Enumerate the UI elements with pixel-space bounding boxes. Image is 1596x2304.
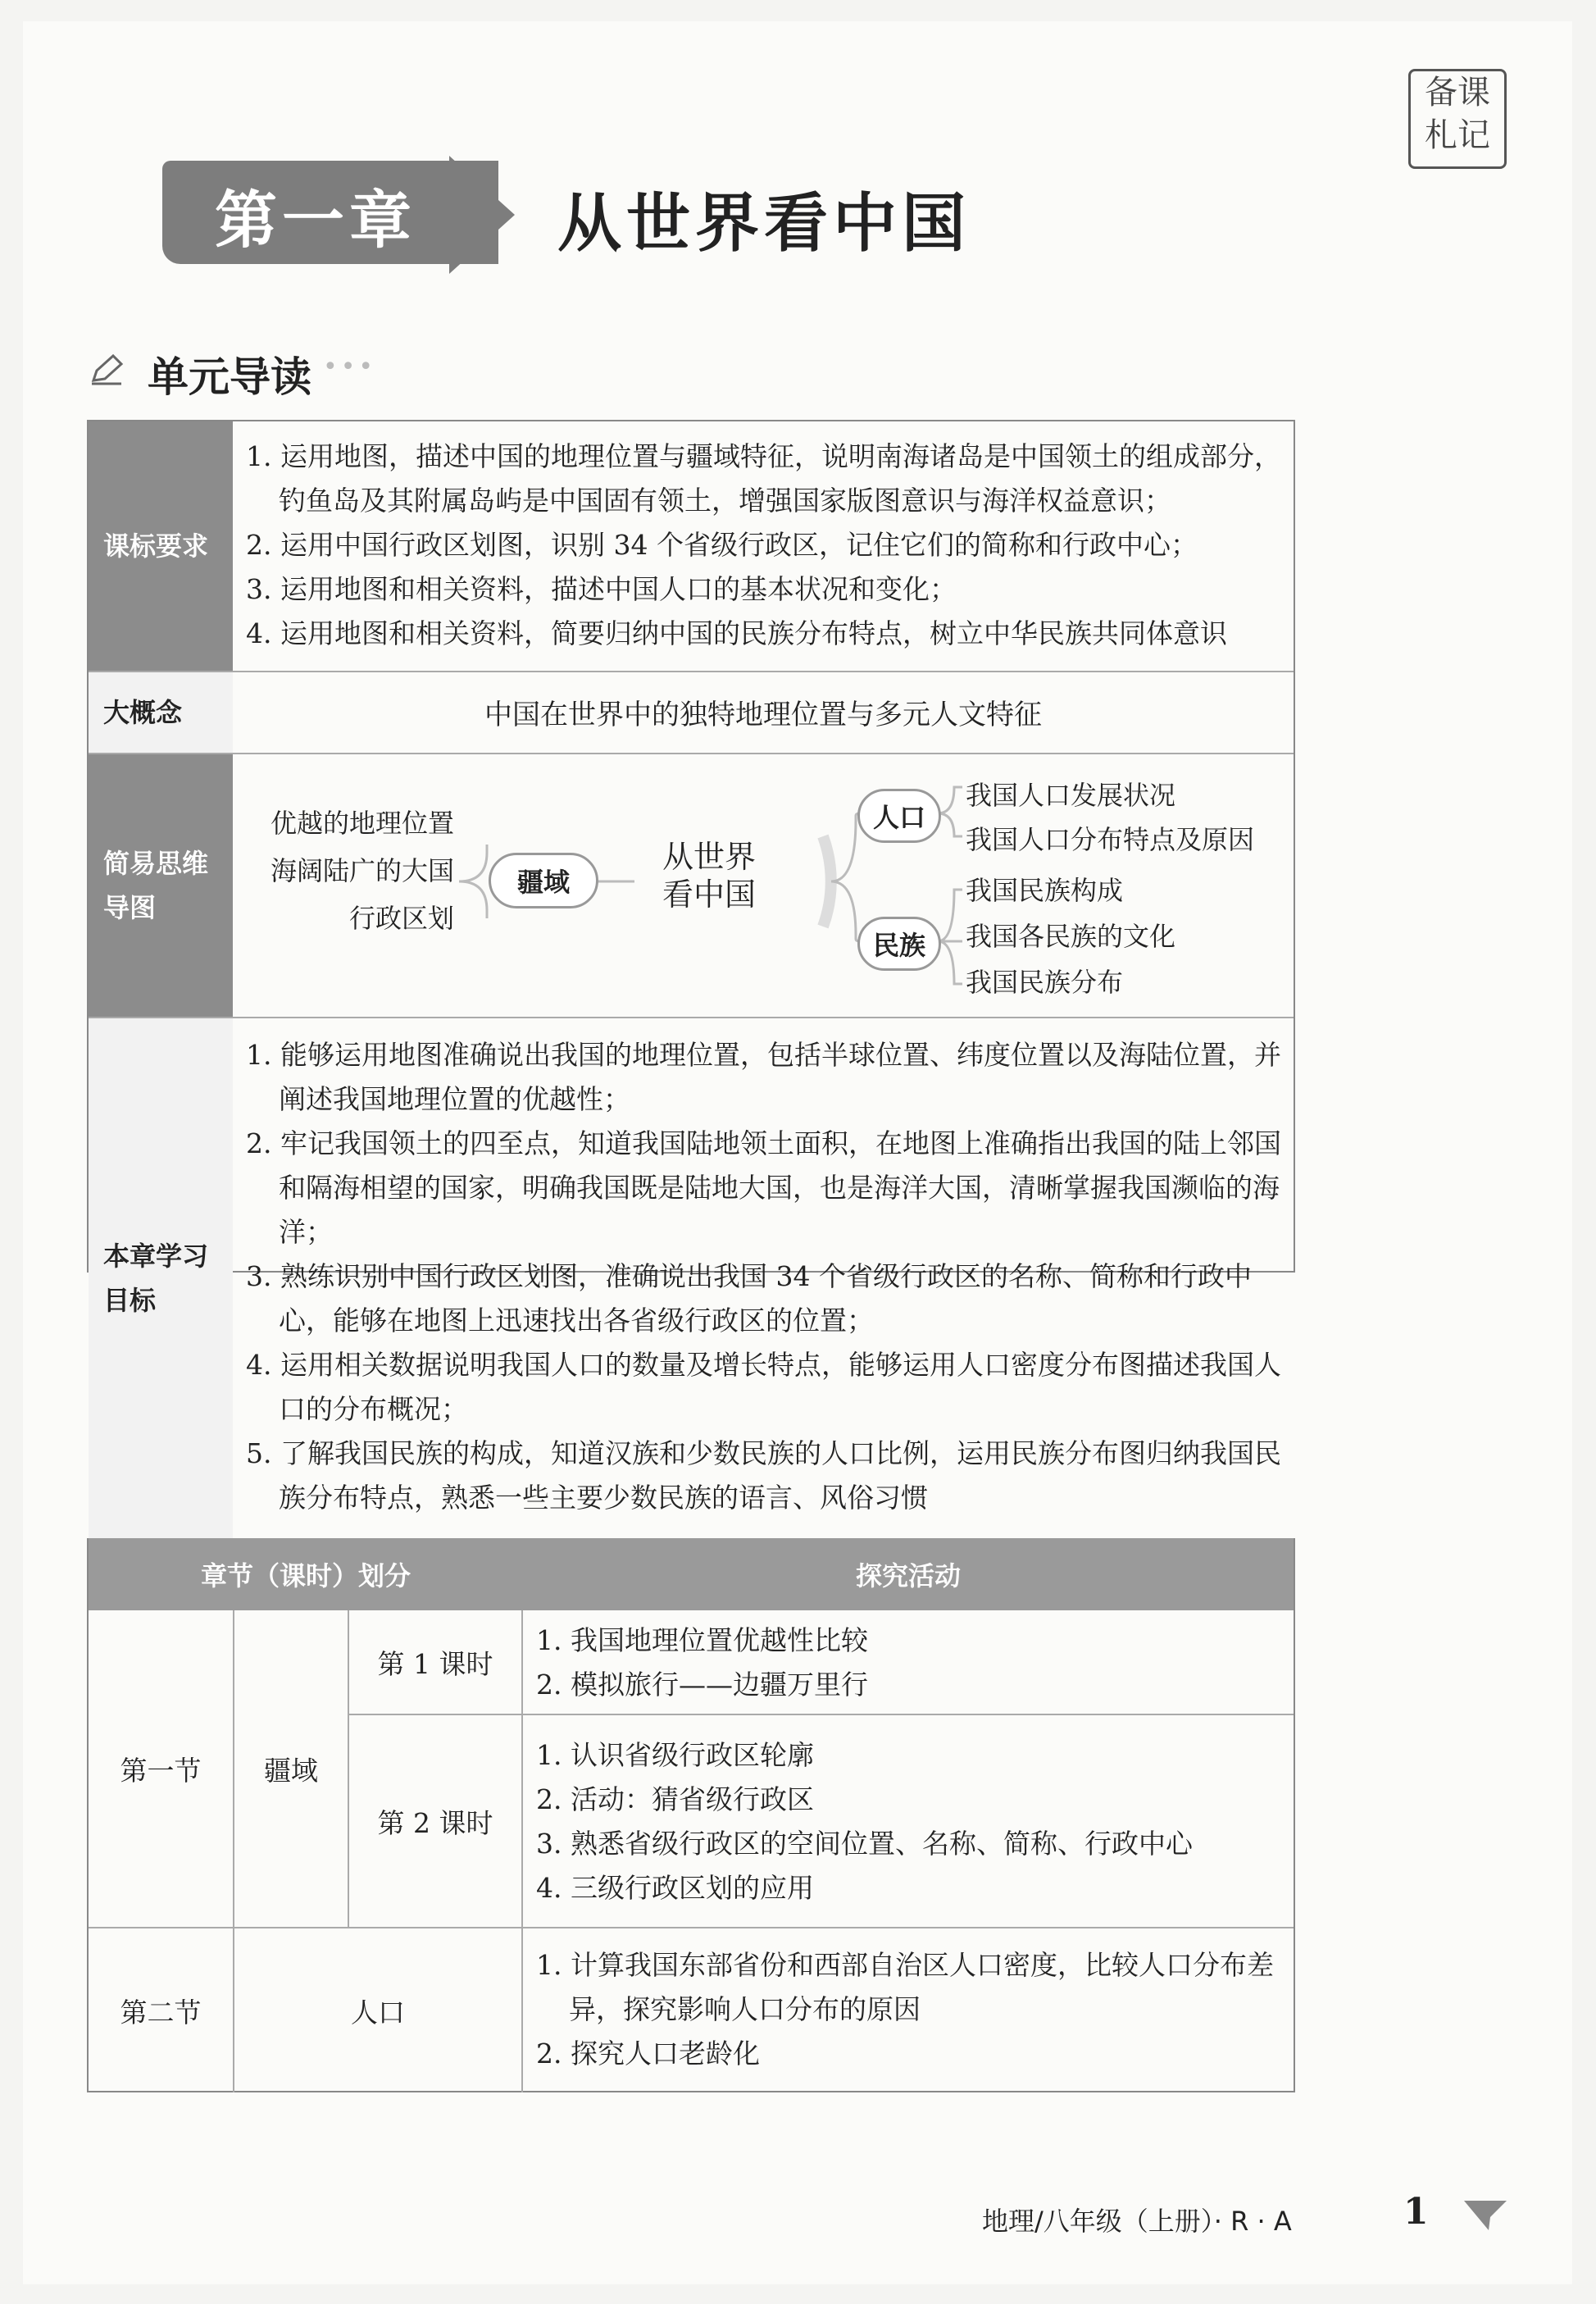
activity-item: 1. 计算我国东部省份和西部自治区人口密度，比较人口分布差异，探究影响人口分布的原因 — [536, 1949, 1274, 2025]
right-item: 我国民族分布 — [966, 967, 1124, 998]
goal-item: 3. 熟练识别中国行政区划图，准确说出我国 34 个省级行政区的名称、简称和行政中心，能够在地图上迅速找出各省级行政区的位置； — [246, 1260, 1252, 1336]
curriculum-item: 3. 运用地图和相关资料，描述中国人口的基本状况和变化； — [246, 573, 957, 605]
right-item: 我国民族构成 — [966, 875, 1124, 906]
goals-list — [246, 1033, 1287, 1520]
chapter-title: 从世界看中国 — [557, 187, 971, 261]
curriculum-label: 课标要求 — [89, 421, 233, 671]
divider — [89, 1017, 1294, 1018]
curriculum-list — [246, 435, 1287, 656]
goal-item: 1. 能够运用地图准确说出我国的地理位置，包括半球位置、纬度位置以及海陆位置，并阐述我国地理位置的优越性； — [246, 1039, 1281, 1115]
banner-arrow — [449, 156, 515, 274]
section-dots: ••• — [323, 353, 377, 381]
stamp-line1: 备课 — [1425, 74, 1490, 112]
notes-stamp — [1408, 69, 1507, 169]
section1-topic: 疆域 — [264, 1754, 318, 1787]
center-line2: 看中国 — [662, 877, 756, 913]
mindmap-center — [648, 838, 771, 913]
mindmap-label-line2: 导图 — [103, 892, 157, 923]
lesson1-name: 第 1 课时 — [377, 1647, 493, 1680]
activity-item: 1. 我国地理位置优越性比较 — [536, 1624, 868, 1656]
section1-name: 第一节 — [120, 1754, 202, 1787]
footer-text: 地理/八年级（上册）· R · A — [982, 2206, 1292, 2237]
concept-label: 大概念 — [89, 672, 233, 753]
node-population: 人口 — [857, 789, 941, 843]
activity-item: 4. 三级行政区划的应用 — [536, 1872, 814, 1904]
pencil-icon — [89, 351, 125, 387]
left-item: 行政区划 — [348, 903, 454, 934]
concept-text: 中国在世界中的独特地理位置与多元人文特征 — [484, 698, 1042, 731]
left-item: 优越的地理位置 — [270, 808, 454, 839]
right-item: 我国人口分布特点及原因 — [966, 824, 1255, 855]
curriculum-item: 4. 运用地图和相关资料，简要归纳中国的民族分布特点，树立中华民族共同体意识 — [246, 617, 1227, 649]
goal-item: 2. 牢记我国领土的四至点，知道我国陆地领土面积，在地图上准确指出我国的陆上邻国和隔海相望的国家，明确我国既是陆地大国，也是海洋大国，清晰掌握我国濒临的海洋； — [246, 1127, 1281, 1248]
activity-item: 2. 模拟旅行——边疆万里行 — [536, 1669, 868, 1701]
goals-label — [89, 1018, 233, 1538]
goals-label-line1: 本章学习 — [103, 1241, 209, 1272]
schedule-header — [89, 1538, 1294, 1610]
chapter-label: 第一章 — [215, 184, 416, 257]
section2-name: 第二节 — [120, 1996, 202, 2029]
right-item: 我国各民族的文化 — [966, 921, 1176, 952]
corner-mark-icon — [1461, 2192, 1510, 2233]
page-number: 1 — [1403, 2191, 1429, 2233]
stamp-line2: 札记 — [1425, 116, 1490, 154]
node-territory: 疆域 — [489, 853, 598, 908]
mindmap-label — [89, 754, 233, 1017]
lesson1-activities — [536, 1619, 1274, 1707]
lesson2-name: 第 2 课时 — [377, 1806, 493, 1839]
goal-item: 4. 运用相关数据说明我国人口的数量及增长特点，能够运用人口密度分布图描述我国人口的分布概况； — [246, 1349, 1281, 1425]
section2-activities — [536, 1943, 1282, 2076]
activity-item: 2. 活动：猜省级行政区 — [536, 1783, 814, 1815]
activity-item: 1. 认识省级行政区轮廓 — [536, 1739, 814, 1771]
curriculum-item: 1. 运用地图，描述中国的地理位置与疆域特征，说明南海诸岛是中国领土的组成部分，钓鱼岛及其附属岛屿是中国固有领土，增强国家版图意识与海洋权益意识； — [246, 440, 1281, 517]
node-ethnicity: 民族 — [857, 917, 941, 971]
activity-item: 3. 熟悉省级行政区的空间位置、名称、简称、行政中心 — [536, 1828, 1193, 1860]
header-left: 章节（课时）划分 — [200, 1560, 411, 1591]
section-title: 单元导读 — [148, 353, 311, 401]
right-item: 我国人口发展状况 — [966, 780, 1176, 811]
goals-label-line2: 目标 — [103, 1285, 157, 1316]
divider — [521, 1610, 523, 2092]
left-item: 海阔陆广的大国 — [270, 855, 454, 886]
section2-topic: 人口 — [351, 1996, 405, 2029]
goal-item: 5. 了解我国民族的构成，知道汉族和少数民族的人口比例，运用民族分布图归纳我国民族分布特点，熟悉一些主要少数民族的语言、风俗习惯 — [246, 1437, 1281, 1514]
center-line1: 从世界 — [662, 839, 756, 875]
header-right: 探究活动 — [855, 1560, 961, 1591]
mindmap-label-line1: 简易思维 — [103, 848, 209, 879]
lesson2-activities — [536, 1733, 1274, 1910]
curriculum-item: 2. 运用中国行政区划图，识别 34 个省级行政区，记住它们的简称和行政中心； — [246, 529, 1198, 561]
activity-item: 2. 探究人口老龄化 — [536, 2038, 760, 2070]
